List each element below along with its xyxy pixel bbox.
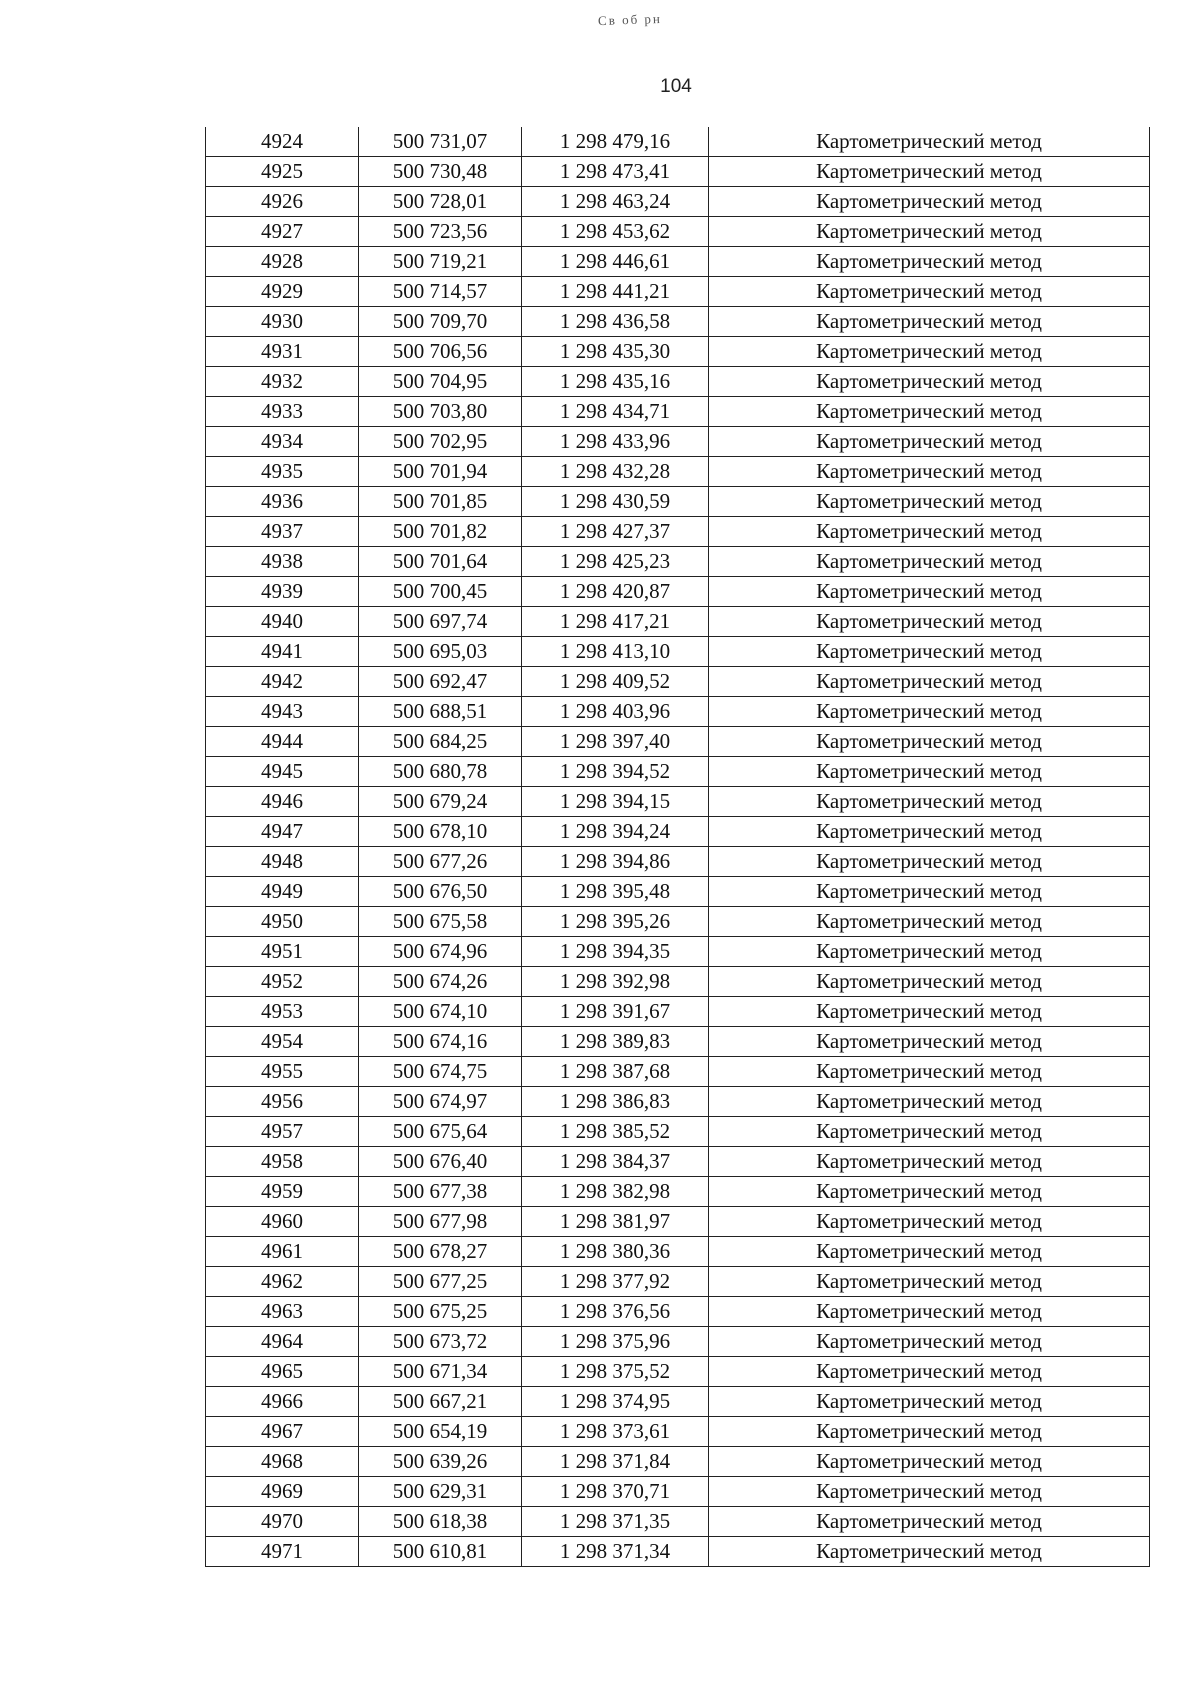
x-coordinate-cell: 500 701,64 (359, 547, 522, 577)
method-cell: Картометрический метод (709, 727, 1150, 757)
method-cell: Картометрический метод (709, 1267, 1150, 1297)
y-coordinate-cell: 1 298 417,21 (522, 607, 709, 637)
point-number-cell: 4947 (206, 817, 359, 847)
table-row (206, 937, 1150, 967)
method-cell: Картометрический метод (709, 1297, 1150, 1327)
point-number-cell: 4954 (206, 1027, 359, 1057)
table-row (206, 1147, 1150, 1177)
x-coordinate-cell: 500 674,16 (359, 1027, 522, 1057)
table-row (206, 1477, 1150, 1507)
point-number-cell: 4958 (206, 1147, 359, 1177)
method-cell: Картометрический метод (709, 1507, 1150, 1537)
point-number-cell: 4953 (206, 997, 359, 1027)
archive-stamp: Св об рн (597, 10, 663, 29)
table-row (206, 1267, 1150, 1297)
table-row (206, 337, 1150, 367)
table-row (206, 157, 1150, 187)
x-coordinate-cell: 500 674,75 (359, 1057, 522, 1087)
x-coordinate-cell: 500 676,40 (359, 1147, 522, 1177)
point-number-cell: 4940 (206, 607, 359, 637)
table-row (206, 577, 1150, 607)
y-coordinate-cell: 1 298 394,24 (522, 817, 709, 847)
y-coordinate-cell: 1 298 380,36 (522, 1237, 709, 1267)
x-coordinate-cell: 500 697,74 (359, 607, 522, 637)
method-cell: Картометрический метод (709, 877, 1150, 907)
x-coordinate-cell: 500 678,27 (359, 1237, 522, 1267)
table-row (206, 967, 1150, 997)
point-number-cell: 4948 (206, 847, 359, 877)
point-number-cell: 4931 (206, 337, 359, 367)
method-cell: Картометрический метод (709, 1117, 1150, 1147)
y-coordinate-cell: 1 298 427,37 (522, 517, 709, 547)
method-cell: Картометрический метод (709, 367, 1150, 397)
point-number-cell: 4966 (206, 1387, 359, 1417)
table-row (206, 1417, 1150, 1447)
point-number-cell: 4933 (206, 397, 359, 427)
method-cell: Картометрический метод (709, 697, 1150, 727)
method-cell: Картометрический метод (709, 817, 1150, 847)
x-coordinate-cell: 500 714,57 (359, 277, 522, 307)
y-coordinate-cell: 1 298 384,37 (522, 1147, 709, 1177)
table-row (206, 367, 1150, 397)
method-cell: Картометрический метод (709, 937, 1150, 967)
x-coordinate-cell: 500 692,47 (359, 667, 522, 697)
y-coordinate-cell: 1 298 375,52 (522, 1357, 709, 1387)
x-coordinate-cell: 500 674,97 (359, 1087, 522, 1117)
table-row (206, 667, 1150, 697)
table-row (206, 277, 1150, 307)
method-cell: Картометрический метод (709, 1387, 1150, 1417)
coordinates-table-container (205, 127, 1150, 1567)
y-coordinate-cell: 1 298 397,40 (522, 727, 709, 757)
method-cell: Картометрический метод (709, 337, 1150, 367)
table-row (206, 637, 1150, 667)
x-coordinate-cell: 500 676,50 (359, 877, 522, 907)
point-number-cell: 4928 (206, 247, 359, 277)
point-number-cell: 4951 (206, 937, 359, 967)
y-coordinate-cell: 1 298 409,52 (522, 667, 709, 697)
table-body (206, 127, 1150, 1567)
y-coordinate-cell: 1 298 441,21 (522, 277, 709, 307)
table-row (206, 517, 1150, 547)
point-number-cell: 4924 (206, 127, 359, 157)
method-cell: Картометрический метод (709, 487, 1150, 517)
method-cell: Картометрический метод (709, 127, 1150, 157)
y-coordinate-cell: 1 298 430,59 (522, 487, 709, 517)
x-coordinate-cell: 500 639,26 (359, 1447, 522, 1477)
y-coordinate-cell: 1 298 436,58 (522, 307, 709, 337)
y-coordinate-cell: 1 298 394,15 (522, 787, 709, 817)
y-coordinate-cell: 1 298 395,48 (522, 877, 709, 907)
method-cell: Картометрический метод (709, 607, 1150, 637)
point-number-cell: 4969 (206, 1477, 359, 1507)
point-number-cell: 4965 (206, 1357, 359, 1387)
point-number-cell: 4927 (206, 217, 359, 247)
point-number-cell: 4949 (206, 877, 359, 907)
y-coordinate-cell: 1 298 386,83 (522, 1087, 709, 1117)
method-cell: Картометрический метод (709, 997, 1150, 1027)
table-row (206, 307, 1150, 337)
point-number-cell: 4946 (206, 787, 359, 817)
method-cell: Картометрический метод (709, 277, 1150, 307)
method-cell: Картометрический метод (709, 907, 1150, 937)
x-coordinate-cell: 500 723,56 (359, 217, 522, 247)
y-coordinate-cell: 1 298 435,30 (522, 337, 709, 367)
table-row (206, 1357, 1150, 1387)
point-number-cell: 4967 (206, 1417, 359, 1447)
x-coordinate-cell: 500 677,38 (359, 1177, 522, 1207)
x-coordinate-cell: 500 674,10 (359, 997, 522, 1027)
table-row (206, 727, 1150, 757)
method-cell: Картометрический метод (709, 1087, 1150, 1117)
y-coordinate-cell: 1 298 433,96 (522, 427, 709, 457)
y-coordinate-cell: 1 298 395,26 (522, 907, 709, 937)
x-coordinate-cell: 500 680,78 (359, 757, 522, 787)
method-cell: Картометрический метод (709, 1147, 1150, 1177)
method-cell: Картометрический метод (709, 157, 1150, 187)
method-cell: Картометрический метод (709, 1207, 1150, 1237)
table-row (206, 787, 1150, 817)
point-number-cell: 4944 (206, 727, 359, 757)
point-number-cell: 4936 (206, 487, 359, 517)
method-cell: Картометрический метод (709, 847, 1150, 877)
table-row (206, 1087, 1150, 1117)
x-coordinate-cell: 500 654,19 (359, 1417, 522, 1447)
y-coordinate-cell: 1 298 371,84 (522, 1447, 709, 1477)
x-coordinate-cell: 500 673,72 (359, 1327, 522, 1357)
point-number-cell: 4962 (206, 1267, 359, 1297)
table-row (206, 1057, 1150, 1087)
method-cell: Картометрический метод (709, 1447, 1150, 1477)
x-coordinate-cell: 500 701,85 (359, 487, 522, 517)
method-cell: Картометрический метод (709, 1027, 1150, 1057)
point-number-cell: 4934 (206, 427, 359, 457)
point-number-cell: 4964 (206, 1327, 359, 1357)
y-coordinate-cell: 1 298 392,98 (522, 967, 709, 997)
point-number-cell: 4939 (206, 577, 359, 607)
table-row (206, 427, 1150, 457)
table-row (206, 397, 1150, 427)
x-coordinate-cell: 500 702,95 (359, 427, 522, 457)
x-coordinate-cell: 500 706,56 (359, 337, 522, 367)
method-cell: Картометрический метод (709, 1357, 1150, 1387)
method-cell: Картометрический метод (709, 577, 1150, 607)
y-coordinate-cell: 1 298 389,83 (522, 1027, 709, 1057)
table-row (206, 877, 1150, 907)
y-coordinate-cell: 1 298 385,52 (522, 1117, 709, 1147)
method-cell: Картометрический метод (709, 1327, 1150, 1357)
y-coordinate-cell: 1 298 425,23 (522, 547, 709, 577)
y-coordinate-cell: 1 298 375,96 (522, 1327, 709, 1357)
table-row (206, 1537, 1150, 1567)
table-row (206, 487, 1150, 517)
point-number-cell: 4945 (206, 757, 359, 787)
point-number-cell: 4941 (206, 637, 359, 667)
point-number-cell: 4943 (206, 697, 359, 727)
y-coordinate-cell: 1 298 374,95 (522, 1387, 709, 1417)
x-coordinate-cell: 500 700,45 (359, 577, 522, 607)
method-cell: Картометрический метод (709, 967, 1150, 997)
x-coordinate-cell: 500 709,70 (359, 307, 522, 337)
coordinates-table (205, 127, 1150, 1567)
point-number-cell: 4960 (206, 1207, 359, 1237)
y-coordinate-cell: 1 298 394,35 (522, 937, 709, 967)
table-row (206, 757, 1150, 787)
x-coordinate-cell: 500 674,26 (359, 967, 522, 997)
x-coordinate-cell: 500 730,48 (359, 157, 522, 187)
table-row (206, 817, 1150, 847)
point-number-cell: 4937 (206, 517, 359, 547)
table-row (206, 1027, 1150, 1057)
table-row (206, 607, 1150, 637)
x-coordinate-cell: 500 728,01 (359, 187, 522, 217)
y-coordinate-cell: 1 298 463,24 (522, 187, 709, 217)
y-coordinate-cell: 1 298 420,87 (522, 577, 709, 607)
x-coordinate-cell: 500 701,94 (359, 457, 522, 487)
point-number-cell: 4942 (206, 667, 359, 697)
y-coordinate-cell: 1 298 473,41 (522, 157, 709, 187)
y-coordinate-cell: 1 298 391,67 (522, 997, 709, 1027)
x-coordinate-cell: 500 688,51 (359, 697, 522, 727)
method-cell: Картометрический метод (709, 1417, 1150, 1447)
x-coordinate-cell: 500 677,26 (359, 847, 522, 877)
method-cell: Картометрический метод (709, 1477, 1150, 1507)
x-coordinate-cell: 500 701,82 (359, 517, 522, 547)
point-number-cell: 4970 (206, 1507, 359, 1537)
method-cell: Картометрический метод (709, 637, 1150, 667)
y-coordinate-cell: 1 298 432,28 (522, 457, 709, 487)
y-coordinate-cell: 1 298 371,34 (522, 1537, 709, 1567)
y-coordinate-cell: 1 298 446,61 (522, 247, 709, 277)
method-cell: Картометрический метод (709, 1537, 1150, 1567)
method-cell: Картометрический метод (709, 457, 1150, 487)
point-number-cell: 4968 (206, 1447, 359, 1477)
table-row (206, 1207, 1150, 1237)
y-coordinate-cell: 1 298 394,52 (522, 757, 709, 787)
x-coordinate-cell: 500 695,03 (359, 637, 522, 667)
method-cell: Картометрический метод (709, 667, 1150, 697)
table-row (206, 547, 1150, 577)
method-cell: Картометрический метод (709, 1177, 1150, 1207)
table-row (206, 217, 1150, 247)
table-row (206, 247, 1150, 277)
x-coordinate-cell: 500 675,25 (359, 1297, 522, 1327)
y-coordinate-cell: 1 298 435,16 (522, 367, 709, 397)
point-number-cell: 4926 (206, 187, 359, 217)
method-cell: Картометрический метод (709, 517, 1150, 547)
point-number-cell: 4935 (206, 457, 359, 487)
x-coordinate-cell: 500 677,98 (359, 1207, 522, 1237)
table-row (206, 1177, 1150, 1207)
point-number-cell: 4959 (206, 1177, 359, 1207)
point-number-cell: 4952 (206, 967, 359, 997)
point-number-cell: 4930 (206, 307, 359, 337)
y-coordinate-cell: 1 298 376,56 (522, 1297, 709, 1327)
point-number-cell: 4957 (206, 1117, 359, 1147)
x-coordinate-cell: 500 671,34 (359, 1357, 522, 1387)
table-row (206, 997, 1150, 1027)
point-number-cell: 4938 (206, 547, 359, 577)
x-coordinate-cell: 500 675,64 (359, 1117, 522, 1147)
method-cell: Картометрический метод (709, 397, 1150, 427)
point-number-cell: 4956 (206, 1087, 359, 1117)
point-number-cell: 4929 (206, 277, 359, 307)
point-number-cell: 4932 (206, 367, 359, 397)
y-coordinate-cell: 1 298 403,96 (522, 697, 709, 727)
point-number-cell: 4961 (206, 1237, 359, 1267)
x-coordinate-cell: 500 731,07 (359, 127, 522, 157)
table-row (206, 187, 1150, 217)
y-coordinate-cell: 1 298 370,71 (522, 1477, 709, 1507)
x-coordinate-cell: 500 675,58 (359, 907, 522, 937)
table-row (206, 1237, 1150, 1267)
table-row (206, 1447, 1150, 1477)
x-coordinate-cell: 500 610,81 (359, 1537, 522, 1567)
y-coordinate-cell: 1 298 394,86 (522, 847, 709, 877)
point-number-cell: 4950 (206, 907, 359, 937)
table-row (206, 127, 1150, 157)
point-number-cell: 4925 (206, 157, 359, 187)
x-coordinate-cell: 500 679,24 (359, 787, 522, 817)
y-coordinate-cell: 1 298 387,68 (522, 1057, 709, 1087)
x-coordinate-cell: 500 678,10 (359, 817, 522, 847)
x-coordinate-cell: 500 618,38 (359, 1507, 522, 1537)
y-coordinate-cell: 1 298 382,98 (522, 1177, 709, 1207)
method-cell: Картометрический метод (709, 307, 1150, 337)
method-cell: Картометрический метод (709, 547, 1150, 577)
y-coordinate-cell: 1 298 371,35 (522, 1507, 709, 1537)
method-cell: Картометрический метод (709, 247, 1150, 277)
table-row (206, 1327, 1150, 1357)
y-coordinate-cell: 1 298 381,97 (522, 1207, 709, 1237)
x-coordinate-cell: 500 719,21 (359, 247, 522, 277)
table-row (206, 457, 1150, 487)
y-coordinate-cell: 1 298 413,10 (522, 637, 709, 667)
x-coordinate-cell: 500 629,31 (359, 1477, 522, 1507)
method-cell: Картометрический метод (709, 1237, 1150, 1267)
table-row (206, 907, 1150, 937)
x-coordinate-cell: 500 674,96 (359, 937, 522, 967)
method-cell: Картометрический метод (709, 187, 1150, 217)
point-number-cell: 4963 (206, 1297, 359, 1327)
method-cell: Картометрический метод (709, 787, 1150, 817)
y-coordinate-cell: 1 298 373,61 (522, 1417, 709, 1447)
table-row (206, 847, 1150, 877)
x-coordinate-cell: 500 684,25 (359, 727, 522, 757)
page-number: 104 (660, 76, 692, 97)
y-coordinate-cell: 1 298 434,71 (522, 397, 709, 427)
point-number-cell: 4971 (206, 1537, 359, 1567)
point-number-cell: 4955 (206, 1057, 359, 1087)
x-coordinate-cell: 500 667,21 (359, 1387, 522, 1417)
y-coordinate-cell: 1 298 479,16 (522, 127, 709, 157)
table-row (206, 697, 1150, 727)
method-cell: Картометрический метод (709, 217, 1150, 247)
y-coordinate-cell: 1 298 453,62 (522, 217, 709, 247)
y-coordinate-cell: 1 298 377,92 (522, 1267, 709, 1297)
table-row (206, 1507, 1150, 1537)
x-coordinate-cell: 500 704,95 (359, 367, 522, 397)
method-cell: Картометрический метод (709, 427, 1150, 457)
method-cell: Картометрический метод (709, 1057, 1150, 1087)
x-coordinate-cell: 500 677,25 (359, 1267, 522, 1297)
method-cell: Картометрический метод (709, 757, 1150, 787)
table-row (206, 1117, 1150, 1147)
table-row (206, 1387, 1150, 1417)
x-coordinate-cell: 500 703,80 (359, 397, 522, 427)
table-row (206, 1297, 1150, 1327)
